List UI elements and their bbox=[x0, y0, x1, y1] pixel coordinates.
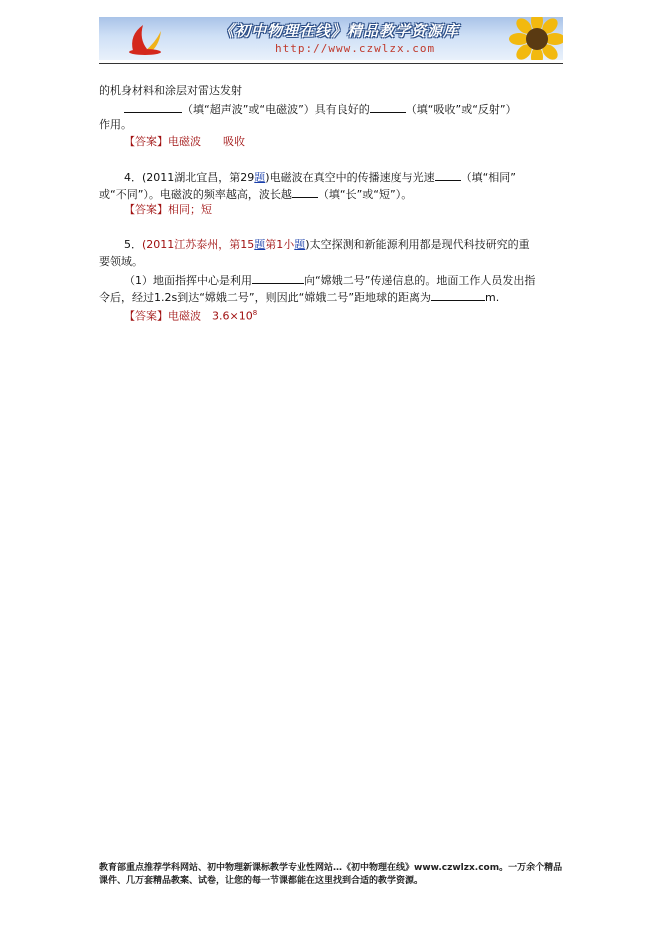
header-rule bbox=[99, 63, 563, 64]
answer-blank bbox=[292, 186, 318, 198]
question-link[interactable]: 题 bbox=[254, 238, 266, 251]
question-text: （填“超声波”或“电磁波”）具有良好的 bbox=[182, 103, 370, 116]
question-4 bbox=[124, 169, 516, 185]
text-line bbox=[99, 84, 242, 98]
question-text: 向“嫦娥二号”传递信息的。地面工作人员发出指 bbox=[304, 274, 536, 287]
question-text: m. bbox=[485, 291, 500, 304]
answer-text: 【答案】相同；短 bbox=[124, 203, 212, 216]
header-banner bbox=[99, 17, 563, 60]
text-line bbox=[99, 255, 143, 269]
question-source: 第1小 bbox=[265, 238, 295, 251]
answer-text: 【答案】电磁波 3.6×10 bbox=[124, 309, 253, 323]
question-link[interactable]: 题 bbox=[254, 171, 266, 184]
answer-blank bbox=[431, 289, 485, 301]
question-5 bbox=[124, 238, 530, 252]
text-line bbox=[99, 118, 132, 132]
question-text: 令后，经过1.2s到达“嫦娥二号”，则因此“嫦娥二号”距地球的距离为 bbox=[99, 291, 432, 304]
question-link[interactable]: 题 bbox=[294, 238, 306, 251]
text-line bbox=[124, 101, 517, 117]
question-text: （填“相同” bbox=[460, 171, 516, 184]
footer-text: 教育部重点推荐学科网站、初中物理新课标教学专业性网站…《初中物理在线》www.czwlzx.com。一万余个精品课件、几万套精品教案、试卷，让您的每一节课都能在这里找到合适的教学资源。 bbox=[99, 863, 563, 886]
answer-blank bbox=[435, 169, 461, 181]
logo-icon bbox=[125, 21, 165, 57]
banner-title: 《初中物理在线》精品教学资源库 bbox=[219, 22, 460, 40]
question-source: (2011江苏泰州，第15 bbox=[142, 238, 255, 251]
answer-blank bbox=[124, 101, 182, 113]
answer-exponent: 8 bbox=[252, 309, 258, 317]
answer-text: 【答案】电磁波 吸收 bbox=[124, 135, 245, 148]
question-text: 的机身材料和涂层对雷达发射 bbox=[99, 84, 242, 97]
answer-blank bbox=[252, 272, 304, 284]
question-number: 5． bbox=[124, 238, 142, 251]
question-text: 作用。 bbox=[99, 118, 132, 131]
question-text: 或“不同”）。电磁波的频率越高，波长越 bbox=[99, 188, 292, 201]
question-text: )电磁波在真空中的传播速度与光速 bbox=[265, 171, 435, 184]
answer-blank bbox=[370, 101, 406, 113]
banner-url[interactable]: http://www.czwlzx.com bbox=[275, 42, 436, 55]
question-text: 要领域。 bbox=[99, 255, 143, 268]
question-text: （填“长”或“短”）。 bbox=[317, 188, 413, 201]
question-text: )太空探测和新能源利用都是现代科技研究的重 bbox=[305, 238, 530, 251]
answer-line bbox=[124, 135, 245, 149]
text-line bbox=[124, 272, 535, 288]
question-text: （1）地面指挥中心是利用 bbox=[124, 274, 252, 287]
answer-line bbox=[124, 306, 257, 324]
text-line bbox=[99, 289, 499, 305]
sunflower-icon bbox=[509, 17, 563, 60]
text-line bbox=[99, 186, 412, 202]
question-text: （填“吸收”或“反射”） bbox=[405, 103, 517, 116]
question-text: 4．(2011湖北宜昌，第29 bbox=[124, 171, 255, 184]
answer-line bbox=[124, 203, 212, 217]
